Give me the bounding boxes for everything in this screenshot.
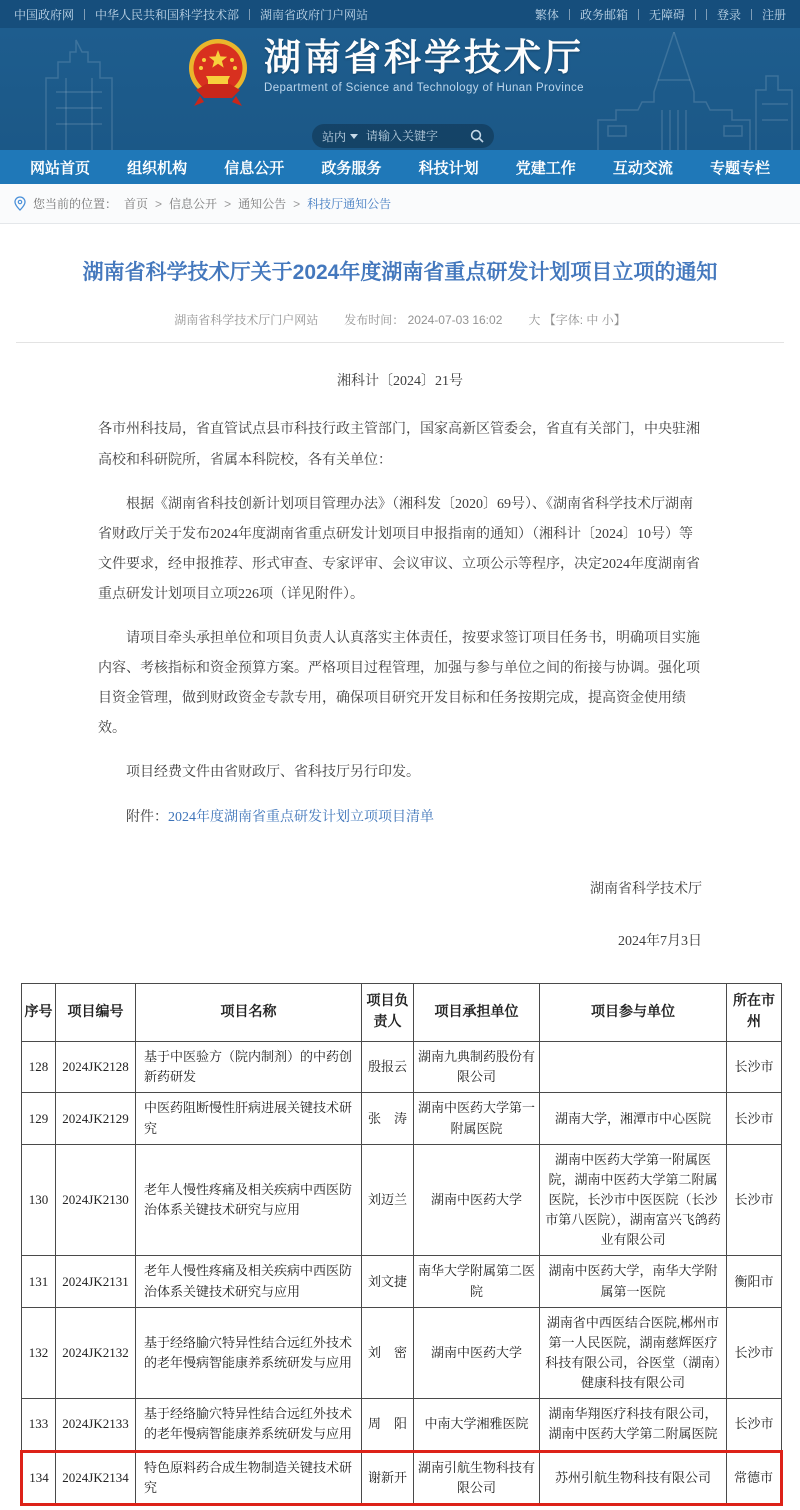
divider <box>569 9 570 20</box>
table-row <box>22 1399 782 1451</box>
link-traditional-chinese[interactable]: 繁体 <box>534 7 559 22</box>
brand-text <box>264 38 584 94</box>
nav-special-topics[interactable]: 专题专栏 <box>709 159 770 177</box>
site-title: 湖南省科学技术厅 <box>264 37 584 78</box>
table-row-highlighted <box>22 1451 782 1504</box>
table-row <box>22 1042 782 1093</box>
cell-participants: 湖南中医药大学，南华大学附属第一医院 <box>540 1256 727 1307</box>
cell-participants: 湖南中医药大学第一附属医院，湖南中医药大学第二附属医院，长沙市中医医院（长沙市第八医院），湖南富兴飞鸽药业有限公司 <box>540 1144 727 1256</box>
cell-city: 长沙市 <box>727 1093 782 1144</box>
article-meta <box>40 311 760 328</box>
cell-code: 2024JK2133 <box>56 1399 136 1451</box>
cell-serial: 131 <box>22 1256 56 1307</box>
article-publish-time: 发布时间： 2024-07-03 16:02 <box>344 313 503 328</box>
cell-name: 老年人慢性疼痛及相关疾病中西医防治体系关键技术研究与应用 <box>136 1256 362 1307</box>
link-login[interactable]: 登录 <box>716 7 741 22</box>
cell-leader: 殷报云 <box>362 1042 414 1093</box>
building-outline-corner-icon <box>752 70 800 150</box>
breadcrumb-prefix: 您当前的位置： <box>33 197 118 211</box>
breadcrumb-notices[interactable]: 通知公告 <box>238 197 287 211</box>
nav-interaction[interactable]: 互动交流 <box>612 159 673 177</box>
col-undertaker: 项目承担单位 <box>414 983 540 1041</box>
project-table-wrap <box>0 957 800 1510</box>
attachment-label: 附件： <box>126 809 168 825</box>
link-accessibility[interactable]: 无障碍 <box>648 7 685 22</box>
cell-participants: 湖南华翔医疗科技有限公司，湖南中医药大学第二附属医院 <box>540 1399 727 1451</box>
cell-undertaker: 南华大学附属第二医院 <box>414 1256 540 1307</box>
salutation-paragraph: 各市州科技局，省直管试点县市科技行政主管部门，国家高新区管委会，省直有关部门，中央驻湘高校和科研院所，省属本科院校，各有关单位： <box>98 422 700 468</box>
font-size-control[interactable]: 大 【字体: 中 小】 <box>528 313 626 328</box>
divider <box>695 9 696 20</box>
col-city: 所在市州 <box>727 983 782 1041</box>
body-paragraph-2: 请项目牵头承担单位和项目负责人认真落实主体责任，按要求签订项目任务书，明确项目实施内容、考核指标和资金预算方案。严格项目过程管理，加强与参与单位之间的衔接与协调。强化项目资金管理，做到财政资金专款专用，确保项目研究开发目标和任务按期完成，提高资金使用绩效。 <box>98 631 700 737</box>
table-row <box>22 1093 782 1144</box>
cell-code: 2024JK2132 <box>56 1307 136 1399</box>
link-china-gov[interactable]: 中国政府网 <box>14 7 75 22</box>
col-serial: 序号 <box>22 983 56 1041</box>
cell-code: 2024JK2134 <box>56 1451 136 1504</box>
cell-undertaker: 中南大学湘雅医院 <box>414 1399 540 1451</box>
building-outline-left-icon <box>36 38 146 150</box>
cell-serial: 130 <box>22 1144 56 1256</box>
nav-organization[interactable]: 组织机构 <box>127 159 188 177</box>
cell-serial: 133 <box>22 1399 56 1451</box>
divider <box>84 9 85 20</box>
search-input[interactable] <box>366 129 470 143</box>
cell-participants: 苏州引航生物科技有限公司 <box>540 1451 727 1504</box>
breadcrumb-current[interactable]: 科技厅通知公告 <box>307 197 392 211</box>
page-title: 湖南省科学技术厅关于2024年度湖南省重点研发计划项目立项的通知 <box>82 261 718 284</box>
attachment-link[interactable]: 2024年度湖南省重点研发计划立项项目清单 <box>168 809 434 825</box>
table-row <box>22 1256 782 1307</box>
table-row <box>22 1144 782 1256</box>
article-source: 湖南省科学技术厅门户网站 <box>174 313 319 328</box>
attachment-line <box>98 803 702 833</box>
cell-leader: 周 阳 <box>362 1399 414 1451</box>
cell-code: 2024JK2130 <box>56 1144 136 1256</box>
cell-undertaker: 湖南九典制药股份有限公司 <box>414 1042 540 1093</box>
topbar-right-links <box>535 6 786 23</box>
link-register[interactable]: 注册 <box>761 7 786 22</box>
nav-info-disclosure[interactable]: 信息公开 <box>224 159 285 177</box>
link-hunan-gov-portal[interactable]: 湖南省政府门户网站 <box>260 7 369 22</box>
search-scope-label: 站内 <box>322 129 347 144</box>
body-paragraph-3: 项目经费文件由省财政厅、省科技厅另行印发。 <box>126 765 420 781</box>
site-search <box>312 124 494 148</box>
signature-date: 2024年7月3日 <box>618 933 702 949</box>
signature-org: 湖南省科学技术厅 <box>590 881 702 897</box>
cell-serial: 132 <box>22 1307 56 1399</box>
cell-leader: 谢新开 <box>362 1451 414 1504</box>
article-header <box>0 224 800 328</box>
body-paragraph-1: 根据《湖南省科技创新计划项目管理办法》（湘科发〔2020〕69号）、《湖南省科学技术厅湖南省财政厅关于发布2024年度湖南省重点研发计划项目申报指南的通知）（湘科计〔2024〕10号）等文件要求，经申报推荐、形式审查、专家评审、会议审议、立项公示等程序，决定2024年度湖南省重点研发计划项目立项226项（详见附件）。 <box>98 496 700 602</box>
cell-participants: 湖南大学，湘潭市中心医院 <box>540 1093 727 1144</box>
cell-name: 特色原料药合成生物制造关键技术研究 <box>136 1451 362 1504</box>
cell-serial: 129 <box>22 1093 56 1144</box>
breadcrumb-separator: > <box>293 196 301 211</box>
cell-name: 基于经络腧穴特异性结合远红外技术的老年慢病智能康养系统研发与应用 <box>136 1399 362 1451</box>
signature-block <box>98 847 702 957</box>
table-header-row <box>22 983 782 1041</box>
main-nav <box>0 150 800 184</box>
col-leader: 项目负责人 <box>362 983 414 1041</box>
national-emblem-logo <box>186 38 250 110</box>
cell-code: 2024JK2128 <box>56 1042 136 1093</box>
cell-code: 2024JK2131 <box>56 1256 136 1307</box>
search-icon[interactable] <box>470 129 484 143</box>
divider <box>751 9 752 20</box>
cell-undertaker: 湖南中医药大学第一附属医院 <box>414 1093 540 1144</box>
cell-participants: 湖南省中西医结合医院,郴州市第一人民医院，湖南慈辉医疗科技有限公司，谷医堂（湖南）健康科技有限公司 <box>540 1307 727 1399</box>
col-project-code: 项目编号 <box>56 983 136 1041</box>
topbar-left-links <box>14 6 368 23</box>
nav-sci-tech-programs[interactable]: 科技计划 <box>418 159 479 177</box>
cell-city: 长沙市 <box>727 1399 782 1451</box>
cell-undertaker: 湖南中医药大学 <box>414 1307 540 1399</box>
project-table <box>20 983 783 1506</box>
cell-undertaker: 湖南中医药大学 <box>414 1144 540 1256</box>
cell-name: 中医药阻断慢性肝病进展关键技术研究 <box>136 1093 362 1144</box>
cell-serial: 128 <box>22 1042 56 1093</box>
chevron-down-icon <box>350 134 358 139</box>
cell-leader: 刘文捷 <box>362 1256 414 1307</box>
site-masthead <box>0 28 800 150</box>
cell-leader: 张 涛 <box>362 1093 414 1144</box>
breadcrumb-separator: > <box>155 196 163 211</box>
search-scope-dropdown[interactable] <box>322 128 358 145</box>
col-project-name: 项目名称 <box>136 983 362 1041</box>
cell-undertaker: 湖南引航生物科技有限公司 <box>414 1451 540 1504</box>
cell-serial: 134 <box>22 1451 56 1504</box>
divider <box>249 9 250 20</box>
building-outline-right-icon <box>596 32 756 150</box>
nav-gov-services[interactable]: 政务服务 <box>321 159 382 177</box>
cell-leader: 刘 密 <box>362 1307 414 1399</box>
doc-number: 湘科计〔2024〕21号 <box>337 374 463 390</box>
nav-party-building[interactable]: 党建工作 <box>515 159 576 177</box>
link-gov-mailbox[interactable]: 政务邮箱 <box>579 7 628 22</box>
cell-city: 常德市 <box>727 1451 782 1504</box>
cell-name: 基于中医验方（院内制剂）的中药创新药研发 <box>136 1042 362 1093</box>
breadcrumb-home[interactable]: 首页 <box>124 197 149 211</box>
cell-participants <box>540 1042 727 1093</box>
location-pin-icon <box>14 196 26 211</box>
cell-city: 长沙市 <box>727 1144 782 1256</box>
site-brand <box>186 38 584 110</box>
top-utility-bar <box>0 0 800 28</box>
cell-city: 衡阳市 <box>727 1256 782 1307</box>
cell-city: 长沙市 <box>727 1307 782 1399</box>
breadcrumb-separator: > <box>224 196 232 211</box>
cell-name: 基于经络腧穴特异性结合远红外技术的老年慢病智能康养系统研发与应用 <box>136 1307 362 1399</box>
link-most[interactable]: 中华人民共和国科学技术部 <box>95 7 240 22</box>
divider <box>638 9 639 20</box>
site-subtitle: Department of Science and Technology of Hunan Province <box>264 81 584 94</box>
cell-leader: 刘迈兰 <box>362 1144 414 1256</box>
cell-code: 2024JK2129 <box>56 1093 136 1144</box>
breadcrumb <box>0 184 800 224</box>
divider <box>706 9 707 20</box>
breadcrumb-info-disclosure[interactable]: 信息公开 <box>169 197 218 211</box>
cell-name: 老年人慢性疼痛及相关疾病中西医防治体系关键技术研究与应用 <box>136 1144 362 1256</box>
cell-city: 长沙市 <box>727 1042 782 1093</box>
nav-home[interactable]: 网站首页 <box>30 159 91 177</box>
document-body <box>0 343 800 956</box>
table-row <box>22 1307 782 1399</box>
col-participants: 项目参与单位 <box>540 983 727 1041</box>
